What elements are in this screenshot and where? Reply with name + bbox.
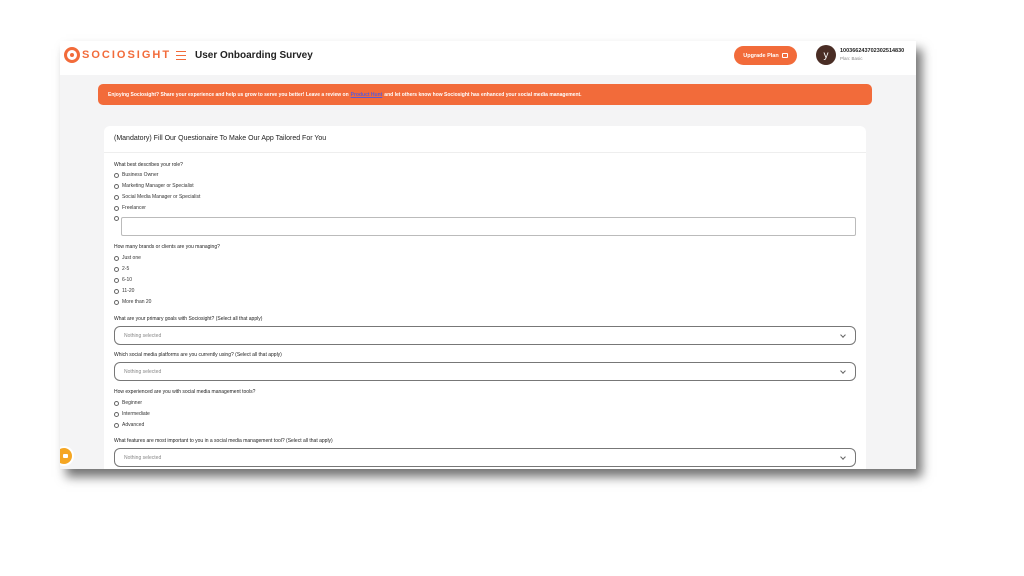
option-label: Business Owner — [122, 172, 159, 178]
radio-button[interactable] — [114, 423, 119, 428]
upgrade-plan-label: Upgrade Plan — [743, 52, 779, 59]
experience-option[interactable] — [114, 400, 142, 406]
logo-icon — [64, 47, 80, 63]
survey-card — [104, 126, 866, 469]
radio-button[interactable] — [114, 300, 119, 305]
option-label: Intermediate — [122, 411, 150, 417]
radio-button[interactable] — [114, 216, 119, 221]
brands-option[interactable] — [114, 255, 141, 261]
experience-option[interactable] — [114, 411, 150, 417]
radio-button[interactable] — [114, 278, 119, 283]
radio-button[interactable] — [114, 195, 119, 200]
goals-select-value: Nothing selected — [124, 333, 162, 339]
product-hunt-link[interactable]: Product Hunt — [350, 91, 383, 98]
role-option[interactable] — [114, 172, 158, 178]
option-label: Marketing Manager or Specialist — [122, 183, 194, 189]
app-window — [60, 41, 916, 469]
user-id: 100366243702302514830 — [840, 48, 905, 54]
experience-option[interactable] — [114, 422, 144, 428]
avatar[interactable]: y — [816, 45, 836, 65]
radio-button[interactable] — [114, 412, 119, 417]
chat-icon[interactable] — [60, 446, 74, 466]
role-option[interactable] — [114, 183, 194, 189]
survey-title: (Mandatory) Fill Our Questionaire To Make Our App Tailored For You — [114, 135, 327, 142]
radio-button[interactable] — [114, 184, 119, 189]
chevron-down-icon — [840, 368, 846, 374]
page-title: User Onboarding Survey — [195, 50, 313, 61]
upgrade-plan-button[interactable] — [734, 46, 797, 65]
question-platforms: Which social media platforms are you currently using? (Select all that apply) — [114, 352, 282, 358]
features-select[interactable] — [114, 448, 856, 467]
role-option[interactable] — [114, 205, 146, 211]
brands-option[interactable] — [114, 277, 132, 283]
option-label: Freelancer — [122, 205, 146, 211]
platforms-select[interactable] — [114, 362, 856, 381]
question-features: What features are most important to you in a social media management tool? (Select all that apply) — [114, 438, 333, 444]
logo-text: SOCIOSIGHT — [82, 49, 172, 61]
user-plan: Plan: Basic — [840, 56, 863, 61]
radio-button[interactable] — [114, 289, 119, 294]
banner-text-after: and let others know how Sociosight has enhanced your social media management. — [384, 91, 582, 98]
hamburger-menu-icon[interactable] — [176, 51, 186, 60]
other-role-input[interactable] — [121, 217, 856, 236]
features-select-value: Nothing selected — [124, 455, 162, 461]
option-label: Beginner — [122, 400, 143, 406]
question-brands: How many brands or clients are you managing? — [114, 244, 220, 250]
brands-option[interactable] — [114, 288, 134, 294]
chevron-down-icon — [840, 332, 846, 338]
option-label: Social Media Manager or Specialist — [122, 194, 201, 200]
option-label: 2-5 — [122, 266, 130, 272]
top-bar — [60, 41, 916, 75]
platforms-select-value: Nothing selected — [124, 369, 162, 375]
logo[interactable] — [64, 47, 171, 63]
radio-button[interactable] — [114, 256, 119, 261]
radio-button[interactable] — [114, 206, 119, 211]
chevron-down-icon — [840, 454, 846, 460]
brands-option[interactable] — [114, 299, 151, 305]
question-goals: What are your primary goals with Sociosight? (Select all that apply) — [114, 316, 263, 322]
question-experience: How experienced are you with social media management tools? — [114, 389, 256, 395]
banner-text-before: Enjoying Sociosight? Share your experience and help us grow to serve you better! Leave a review on — [108, 91, 349, 98]
radio-button[interactable] — [114, 401, 119, 406]
option-label: 6-10 — [122, 277, 133, 283]
question-role: What best describes your role? — [114, 162, 183, 168]
option-label: Just one — [122, 255, 141, 261]
brands-option[interactable] — [114, 266, 129, 272]
option-label: 11-20 — [122, 288, 135, 294]
option-label: Advanced — [122, 422, 145, 428]
review-banner — [98, 84, 872, 105]
goals-select[interactable] — [114, 326, 856, 345]
card-icon — [782, 53, 788, 58]
option-label: More than 20 — [122, 299, 152, 305]
radio-button[interactable] — [114, 267, 119, 272]
role-option[interactable] — [114, 194, 200, 200]
divider — [104, 152, 866, 153]
radio-button[interactable] — [114, 173, 119, 178]
